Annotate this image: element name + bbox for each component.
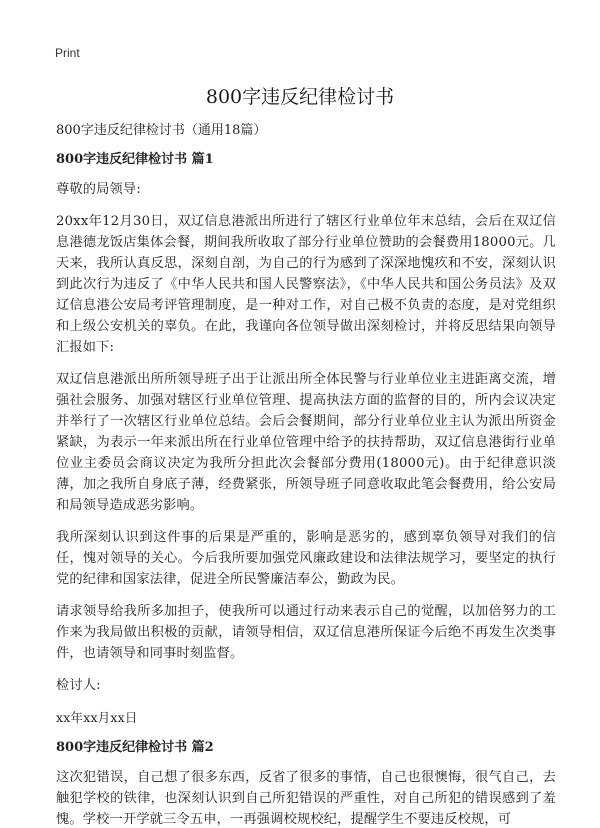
section-heading-1: 800字违反纪律检讨书 篇1 — [56, 152, 214, 167]
paragraph-1: 20xx年12月30日，双辽信息港派出所进行了辖区行业单位年末总结，会后在双辽信息港德龙饭店集体会餐，期间我所收取了部分行业单位赞助的会餐费用18000元。几天来，我所认真反思，深刻自剖，为自己的行为感到了深深地愧疚和不安，深刻认识到此次行为违反了《中华人民共和国人民警察法》，《中华人民共和国公务员法》及双辽信息港公安局考评管理制度，是一种对工作，对自己极不负责的态度，是对党组织和上级公安机关的辜负。在此，我谨向各位领导做出深刻检讨，并将反思结果向领导汇报如下: — [56, 214, 556, 355]
date-line: xx年xx月xx日 — [56, 710, 138, 725]
section-heading-2: 800字违反纪律检讨书 篇2 — [56, 740, 214, 755]
paragraph-4: 请求领导给我所多加担子，使我所可以通过行动来表示自己的觉醒，以加倍努力的工作来为我局做出积极的贡献，请领导相信，双辽信息港所保证今后绝不再发生次类事件，也请领导和同事时刻监督。 — [56, 604, 556, 661]
paragraph-2: 双辽信息港派出所所领导班子出于让派出所全体民警与行业单位业主进距离交流，增强社会服务、加强对辖区行业单位管理、提高执法方面的监督的目的，所内会议决定并举行了一次辖区行业单位总结。会后会餐期间，部分行业单位业主认为派出所资金紧缺，为表示一年来派出所在行业单位管理中给予的扶持帮助，双辽信息港街行业单位业主委员会商议决定为我所分担此次会餐部分费用(18000元)。由于纪律意识淡薄，加之我所自身底子薄，经费紧张，所领导班子同意收取此笔会餐费用，给公安局和局领导造成恶劣影响。 — [56, 372, 556, 513]
signature-label: 检讨人: — [56, 678, 101, 693]
salutation: 尊敬的局领导: — [56, 182, 141, 197]
document-body — [56, 122, 556, 828]
page-title: 800字违反纪律检讨书 — [205, 86, 395, 108]
print-link[interactable]: Print — [55, 46, 80, 60]
paragraph-3: 我所深刻认识到这件事的后果是严重的，影响是恶劣的，感到辜负领导对我们的信任，愧对领导的关心。今后我所要加强党风廉政建设和法律法规学习，要坚定的执行党的纪律和国家法律，促进全所民警廉洁奉公，勤政为民。 — [56, 530, 556, 587]
document-subtitle: 800字违反纪律检讨书（通用18篇） — [56, 123, 267, 138]
paragraph-5: 这次犯错误，自己想了很多东西，反省了很多的事情，自己也很懊悔，很气自己，去触犯学校的铁律，也深刻认识到自己所犯错误的严重性，对自己所犯的错误感到了羞愧。学校一开学就三令五申，一再强调校规校纪，提醒学生不要违反校规，可 — [56, 770, 556, 827]
